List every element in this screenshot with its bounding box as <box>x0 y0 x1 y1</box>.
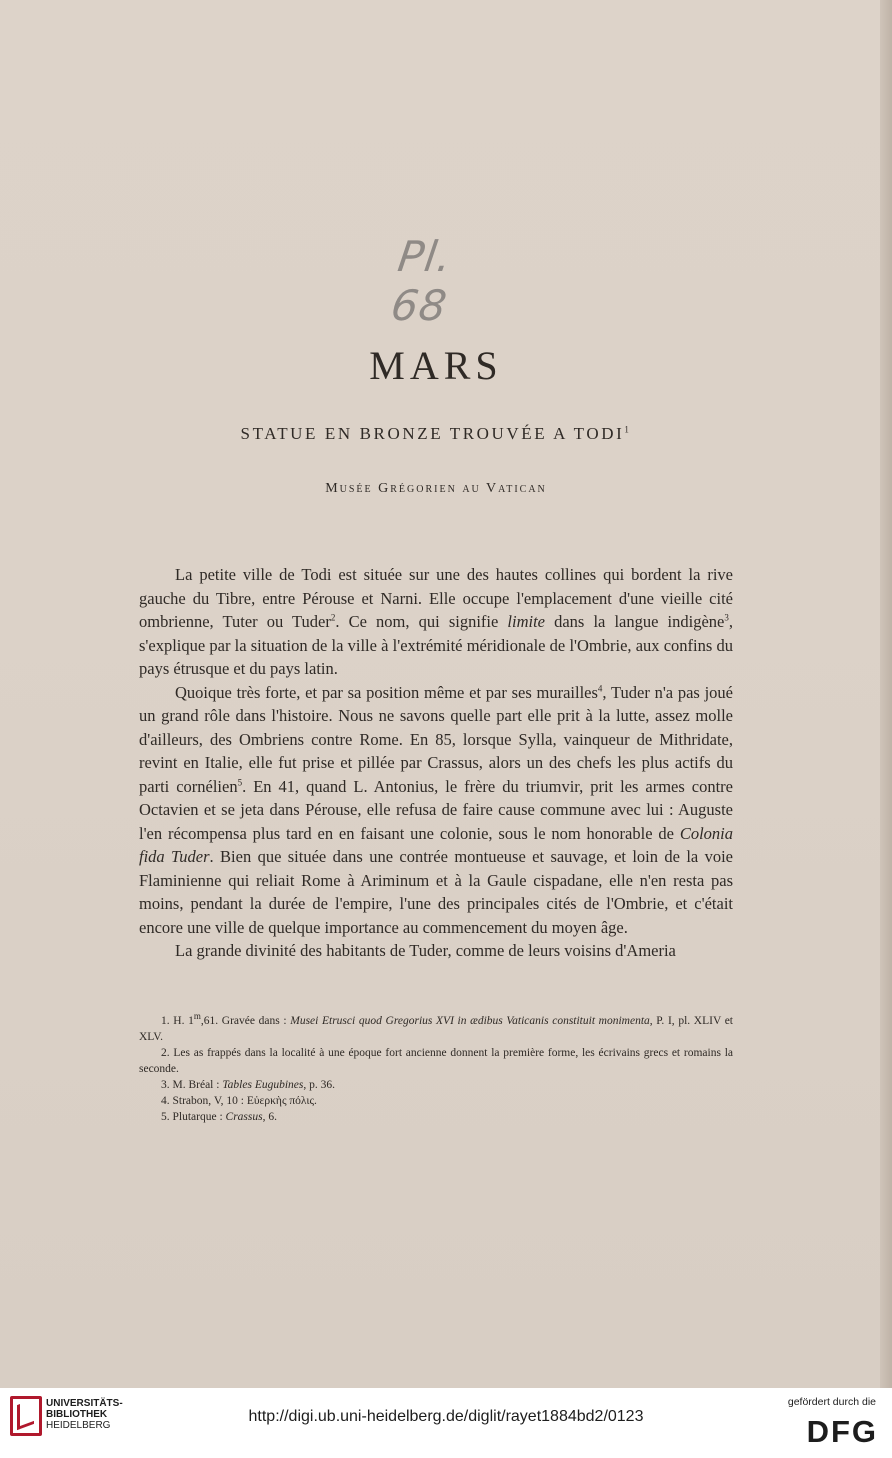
library-name-line: BIBLIOTHEK <box>46 1409 108 1420</box>
text-run: La petite ville de Todi est située sur une des hautes collines qui bordent la rive gauche du Tibre, entre Pérouse et Narni. Elle occupe l'emplacement d'une vieille cité ombrienne, Tuter ou Tuder <box>139 565 733 631</box>
text-run: 4. Strabon, V, 10 : <box>161 1095 247 1107</box>
text-run: , P. I, pl. XLIV et XLV. <box>139 1015 733 1043</box>
footnote-ref-2[interactable]: 2 <box>330 612 336 623</box>
text-run: 5. Plutarque : <box>161 1111 226 1123</box>
footnote-ref-3[interactable]: 3 <box>724 612 729 623</box>
text-run: . En 41, quand L. Antonius, le frère du triumvir, prit les armes contre Octavien et se jeta dans Pérouse, elle refusa de faire cause commune avec lui : Auguste l'en récompensa plus tard en en faisant une colonie, sous le nom honorable de <box>139 776 733 843</box>
text-run: ,61. Gravée dans : <box>200 1015 291 1027</box>
italic-term: Colonia fida Tuder <box>139 823 733 866</box>
unit-superscript: m <box>193 1011 201 1022</box>
text-run: , 6. <box>262 1111 277 1123</box>
paragraph-1 <box>139 563 733 681</box>
library-name-line: UNIVERSITÄTS- <box>46 1398 123 1409</box>
library-name-line: HEIDELBERG <box>46 1420 111 1431</box>
dfg-logo[interactable]: DFG <box>806 1414 878 1449</box>
footnote-1 <box>139 1013 733 1045</box>
italic-title: Musei Etrusci quod Gregorius XVI in ædibus Vaticanis constituit monimenta <box>290 1015 650 1027</box>
text-run: 1. H. 1 <box>161 1015 194 1027</box>
footnote-ref-5[interactable]: 5 <box>237 777 243 787</box>
footnote-ref-4[interactable]: 4 <box>597 683 603 693</box>
funding-label: gefördert durch die <box>787 1396 876 1408</box>
museum-line: Musée Grégorien au Vatican <box>325 481 547 496</box>
page-edge <box>880 0 892 1388</box>
viewer-footer <box>0 1388 892 1458</box>
footnote-5 <box>139 1109 733 1125</box>
footnote-2: 2. Les as frappés dans la localité à une époque fort ancienne donnent la première forme, les écrivains grecs et romains la seconde. <box>139 1047 733 1075</box>
footnote-ref-1[interactable]: 1 <box>624 424 632 435</box>
italic-title: Crassus <box>225 1111 263 1123</box>
greek-quote: Εὐερκὴς πόλις. <box>246 1095 317 1107</box>
text-run: , p. 36. <box>303 1079 335 1091</box>
page-title: MARS <box>369 343 503 388</box>
handwritten-plate-number: Pl. 68 <box>388 232 456 330</box>
text-run: , s'explique par la situation de la ville à l'extrémité méridionale de l'Ombrie, aux confins du pays étrusque et du pays latin. <box>139 612 734 678</box>
paragraph-2 <box>139 681 733 940</box>
text-run: . Ce nom, qui signifie <box>335 612 508 631</box>
body-text <box>139 563 733 963</box>
text-run: Quoique très forte, et par sa position même et par ses murailles <box>175 682 598 702</box>
subtitle-text: STATUE EN BRONZE TROUVÉE A TODI <box>240 424 625 443</box>
footnotes <box>139 1013 733 1125</box>
text-run: . Bien que située dans une contrée montueuse et sauvage, et loin de la voie Flaminienne qui reliait Rome à Ariminum et à la Gaule cispadane, elle n'en resta pas moins, pendant la durée de l'empire, l'une des principales cités de l'Ombrie, et c'était encore une ville de quelque importance au commencement du moyen âge. <box>139 847 733 937</box>
footnote-3 <box>139 1077 733 1093</box>
subtitle <box>0 424 872 444</box>
text-run: dans la langue indigène <box>545 612 725 631</box>
text-run: 3. M. Bréal : <box>161 1079 223 1091</box>
italic-title: Tables Eugubines <box>222 1079 304 1091</box>
permalink-url[interactable]: http://digi.ub.uni-heidelberg.de/diglit/rayet1884bd2/0123 <box>248 1408 644 1425</box>
footnote-4 <box>139 1093 733 1109</box>
text-run: , Tuder n'a pas joué un grand rôle dans l'histoire. Nous ne savons quelle part elle prit à la lutte, assez molle d'ailleurs, des Ombriens contre Rome. En 85, lorsque Sylla, vainqueur de Mithridate, revint en Italie, elle fut prise et pillée par Crassus, alors un des chefs les plus actifs du parti cornélien <box>139 682 734 796</box>
italic-term: limite <box>507 612 545 631</box>
paragraph-3: La grande divinité des habitants de Tuder, comme de leurs voisins d'Ameria <box>175 941 676 960</box>
